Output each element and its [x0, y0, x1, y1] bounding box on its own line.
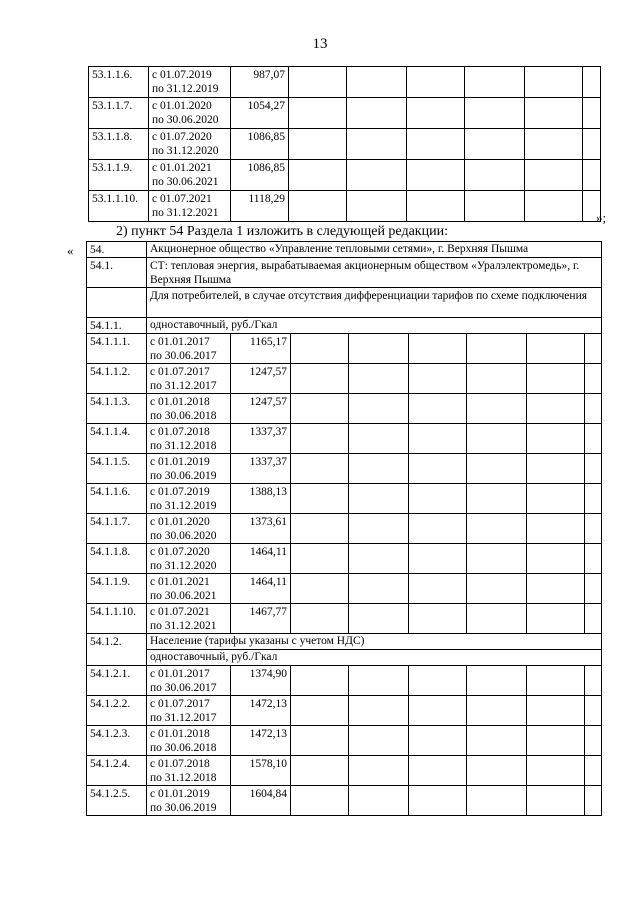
tariff-row — [87, 756, 602, 786]
empty-cell — [467, 574, 527, 604]
row-code: 54.1.1.2. — [87, 364, 147, 394]
empty-cell — [467, 334, 527, 364]
tariff-row — [87, 574, 602, 604]
tariff-row — [89, 129, 601, 160]
tariff-row — [87, 424, 602, 454]
period-start: с 01.07.2019 — [150, 486, 210, 498]
empty-cell — [465, 98, 525, 129]
empty-cell — [525, 67, 583, 98]
empty-cell — [409, 364, 467, 394]
row-text: СТ: тепловая энергия, вырабатываемая акционерным обществом «Уралэлектромедь», г. Верхняя Пышма — [147, 258, 602, 288]
row-code: 54.1.1. — [87, 318, 147, 334]
period-end: по 31.12.2019 — [152, 83, 219, 95]
row-code: 53.1.1.8. — [89, 129, 149, 160]
empty-cell — [409, 756, 467, 786]
empty-cell — [585, 484, 602, 514]
empty-cell — [527, 544, 585, 574]
empty-cell — [409, 514, 467, 544]
tariff-row — [87, 786, 602, 816]
tariff-value: 1472,13 — [231, 696, 291, 726]
empty-cell — [467, 364, 527, 394]
empty-cell — [467, 696, 527, 726]
tariff-table-continuation — [88, 66, 601, 222]
row-code: 54.1. — [87, 258, 147, 288]
period-cell — [147, 666, 231, 696]
empty-cell — [527, 786, 585, 816]
empty-cell — [291, 334, 349, 364]
row-code: 53.1.1.10. — [89, 191, 149, 222]
tariff-row — [87, 454, 602, 484]
period-start: с 01.07.2017 — [150, 698, 210, 710]
period-end: по 30.06.2019 — [150, 802, 217, 814]
period-start: с 01.01.2018 — [150, 728, 210, 740]
row-code: 54.1.2.2. — [87, 696, 147, 726]
closing-quote: »; — [596, 210, 607, 225]
page-number: 13 — [312, 36, 328, 52]
period-cell — [149, 191, 231, 222]
empty-cell — [291, 574, 349, 604]
period-end: по 31.12.2020 — [150, 560, 217, 572]
period-end: по 30.06.2018 — [150, 742, 217, 754]
tariff-value: 1118,29 — [231, 191, 289, 222]
empty-cell — [583, 160, 601, 191]
tariff-value: 1337,37 — [231, 454, 291, 484]
row-code: 54.1.2.1. — [87, 666, 147, 696]
empty-cell — [289, 129, 347, 160]
empty-cell — [585, 696, 602, 726]
period-cell — [147, 424, 231, 454]
empty-cell — [291, 726, 349, 756]
empty-cell — [409, 454, 467, 484]
row-54-1-2-sub — [87, 650, 602, 666]
empty-cell — [409, 544, 467, 574]
empty-cell — [527, 334, 585, 364]
empty-cell — [347, 191, 407, 222]
tariff-row — [87, 364, 602, 394]
tariff-value: 1373,61 — [231, 514, 291, 544]
empty-cell — [525, 129, 583, 160]
period-cell — [147, 394, 231, 424]
empty-cell — [347, 129, 407, 160]
empty-cell — [527, 364, 585, 394]
period-cell — [147, 786, 231, 816]
period-end: по 31.12.2021 — [152, 207, 219, 219]
row-code: 54.1.1.9. — [87, 574, 147, 604]
empty-cell — [585, 726, 602, 756]
period-start: с 01.01.2019 — [150, 788, 210, 800]
empty-cell — [583, 98, 601, 129]
row-code: 53.1.1.7. — [89, 98, 149, 129]
empty-cell — [349, 454, 409, 484]
empty-cell — [347, 160, 407, 191]
period-end: по 30.06.2017 — [150, 682, 217, 694]
empty-cell — [349, 726, 409, 756]
amendment-paragraph: 2) пункт 54 Раздела 1 изложить в следующей редакции: — [116, 224, 448, 239]
empty-cell — [465, 67, 525, 98]
tariff-value: 1247,57 — [231, 364, 291, 394]
empty-cell — [409, 604, 467, 634]
tariff-value: 1086,85 — [231, 160, 289, 191]
tariff-row — [87, 696, 602, 726]
row-code: 54.1.1.4. — [87, 424, 147, 454]
tariff-value: 1578,10 — [231, 756, 291, 786]
row-code: 54. — [87, 242, 147, 258]
tariff-row — [87, 666, 602, 696]
row-code: 54.1.2.4. — [87, 756, 147, 786]
empty-cell — [291, 394, 349, 424]
row-54-1-1 — [87, 318, 602, 334]
empty-cell — [349, 424, 409, 454]
empty-cell — [291, 666, 349, 696]
tariff-value: 1388,13 — [231, 484, 291, 514]
empty-cell — [585, 454, 602, 484]
row-54 — [87, 242, 602, 258]
period-cell — [147, 544, 231, 574]
empty-cell — [467, 424, 527, 454]
empty-cell — [585, 574, 602, 604]
row-code: 54.1.1.7. — [87, 514, 147, 544]
tariff-row — [89, 191, 601, 222]
empty-cell — [347, 67, 407, 98]
tariff-row — [87, 604, 602, 634]
period-cell — [147, 726, 231, 756]
period-cell — [149, 98, 231, 129]
empty-cell — [525, 191, 583, 222]
tariff-value: 1337,37 — [231, 424, 291, 454]
period-end: по 31.12.2018 — [150, 772, 217, 784]
period-end: по 30.06.2017 — [150, 350, 217, 362]
empty-cell — [585, 514, 602, 544]
empty-cell — [349, 574, 409, 604]
period-end: по 30.06.2020 — [150, 530, 217, 542]
period-start: с 01.01.2021 — [152, 162, 212, 174]
empty-cell — [407, 67, 465, 98]
period-cell — [147, 696, 231, 726]
empty-cell — [349, 334, 409, 364]
empty-cell — [289, 160, 347, 191]
empty-cell — [291, 514, 349, 544]
empty-cell — [409, 484, 467, 514]
period-end: по 31.12.2019 — [150, 500, 217, 512]
period-start: с 01.07.2017 — [150, 366, 210, 378]
empty-cell — [349, 364, 409, 394]
period-cell — [149, 67, 231, 98]
empty-cell — [291, 424, 349, 454]
opening-quote: « — [67, 243, 74, 258]
empty-cell — [409, 666, 467, 696]
empty-cell — [465, 191, 525, 222]
empty-cell — [291, 756, 349, 786]
period-cell — [147, 454, 231, 484]
row-text: одноставочный, руб./Гкал — [147, 650, 602, 666]
period-cell — [147, 484, 231, 514]
empty-cell — [407, 160, 465, 191]
period-start: с 01.07.2021 — [152, 193, 212, 205]
tariff-row — [89, 160, 601, 191]
tariff-value: 1464,11 — [231, 544, 291, 574]
empty-cell — [527, 696, 585, 726]
empty-cell — [349, 544, 409, 574]
empty-cell — [347, 98, 407, 129]
empty-cell — [409, 574, 467, 604]
empty-cell — [349, 514, 409, 544]
tariff-row — [87, 514, 602, 544]
period-end: по 31.12.2021 — [150, 620, 217, 632]
empty-cell — [527, 756, 585, 786]
empty-cell — [465, 129, 525, 160]
empty-cell — [583, 129, 601, 160]
period-start: с 01.07.2021 — [150, 606, 210, 618]
period-end: по 30.06.2018 — [150, 410, 217, 422]
empty-cell — [467, 514, 527, 544]
empty-cell — [409, 786, 467, 816]
period-start: с 01.07.2018 — [150, 426, 210, 438]
empty-cell — [527, 484, 585, 514]
empty-cell — [349, 484, 409, 514]
empty-cell — [585, 334, 602, 364]
tariff-value: 1604,84 — [231, 786, 291, 816]
empty-cell — [585, 786, 602, 816]
empty-cell — [527, 726, 585, 756]
period-start: с 01.07.2018 — [150, 758, 210, 770]
empty-cell — [349, 666, 409, 696]
period-end: по 31.12.2017 — [150, 712, 217, 724]
row-code: 53.1.1.6. — [89, 67, 149, 98]
tariff-value: 1464,11 — [231, 574, 291, 604]
period-start: с 01.01.2017 — [150, 668, 210, 680]
tariff-row — [89, 67, 601, 98]
empty-cell — [87, 288, 147, 318]
empty-cell — [467, 544, 527, 574]
period-start: с 01.01.2019 — [150, 456, 210, 468]
period-cell — [149, 160, 231, 191]
tariff-row — [87, 334, 602, 364]
empty-cell — [467, 726, 527, 756]
row-code: 54.1.1.3. — [87, 394, 147, 424]
row-code: 54.1.2.3. — [87, 726, 147, 756]
empty-cell — [407, 129, 465, 160]
period-start: с 01.01.2017 — [150, 336, 210, 348]
row-54-1 — [87, 258, 602, 288]
empty-cell — [527, 394, 585, 424]
empty-cell — [527, 454, 585, 484]
empty-cell — [525, 160, 583, 191]
tariff-row — [87, 484, 602, 514]
empty-cell — [527, 604, 585, 634]
empty-cell — [527, 424, 585, 454]
row-text: Для потребителей, в случае отсутствия дифференциации тарифов по схеме подключения — [147, 288, 602, 318]
period-cell — [147, 604, 231, 634]
row-code: 54.1.2.5. — [87, 786, 147, 816]
period-end: по 30.06.2019 — [150, 470, 217, 482]
empty-cell — [465, 160, 525, 191]
row-code: 54.1.1.10. — [87, 604, 147, 634]
row-code: 54.1.2. — [87, 634, 147, 666]
period-start: с 01.07.2020 — [150, 546, 210, 558]
empty-cell — [289, 67, 347, 98]
empty-cell — [585, 604, 602, 634]
row-text: Акционерное общество «Управление тепловыми сетями», г. Верхняя Пышма — [147, 242, 602, 258]
empty-cell — [291, 604, 349, 634]
period-start: с 01.01.2018 — [150, 396, 210, 408]
period-cell — [147, 756, 231, 786]
period-start: с 01.01.2020 — [150, 516, 210, 528]
empty-cell — [585, 394, 602, 424]
period-start: с 01.07.2019 — [152, 69, 212, 81]
empty-cell — [291, 454, 349, 484]
empty-cell — [349, 696, 409, 726]
row-54-1-2 — [87, 634, 602, 650]
empty-cell — [585, 756, 602, 786]
tariff-value: 1054,27 — [231, 98, 289, 129]
empty-cell — [349, 786, 409, 816]
empty-cell — [291, 786, 349, 816]
empty-cell — [409, 424, 467, 454]
empty-cell — [291, 544, 349, 574]
row-code: 54.1.1.8. — [87, 544, 147, 574]
period-end: по 31.12.2020 — [152, 145, 219, 157]
empty-cell — [467, 786, 527, 816]
empty-cell — [291, 696, 349, 726]
empty-cell — [409, 334, 467, 364]
empty-cell — [291, 364, 349, 394]
empty-cell — [409, 726, 467, 756]
period-cell — [147, 364, 231, 394]
empty-cell — [527, 574, 585, 604]
tariff-row — [89, 98, 601, 129]
empty-cell — [291, 484, 349, 514]
empty-cell — [585, 544, 602, 574]
empty-cell — [583, 67, 601, 98]
empty-cell — [527, 666, 585, 696]
row-code: 54.1.1.5. — [87, 454, 147, 484]
tariff-value: 1247,57 — [231, 394, 291, 424]
empty-cell — [409, 696, 467, 726]
empty-cell — [407, 98, 465, 129]
empty-cell — [289, 98, 347, 129]
period-end: по 30.06.2020 — [152, 114, 219, 126]
empty-cell — [467, 666, 527, 696]
tariff-value: 1165,17 — [231, 334, 291, 364]
period-start: с 01.01.2021 — [150, 576, 210, 588]
period-end: по 30.06.2021 — [150, 590, 217, 602]
empty-cell — [585, 424, 602, 454]
empty-cell — [289, 191, 347, 222]
tariff-value: 1467,77 — [231, 604, 291, 634]
empty-cell — [409, 394, 467, 424]
row-text: одноставочный, руб./Гкал — [147, 318, 602, 334]
empty-cell — [527, 514, 585, 544]
tariff-table-item-54 — [86, 241, 602, 816]
empty-cell — [407, 191, 465, 222]
tariff-row — [87, 544, 602, 574]
period-end: по 31.12.2017 — [150, 380, 217, 392]
period-cell — [149, 129, 231, 160]
tariff-value: 1472,13 — [231, 726, 291, 756]
empty-cell — [349, 604, 409, 634]
row-code: 54.1.1.1. — [87, 334, 147, 364]
tariff-value: 987,07 — [231, 67, 289, 98]
period-start: с 01.01.2020 — [152, 100, 212, 112]
empty-cell — [585, 364, 602, 394]
row-54-1-sub — [87, 288, 602, 318]
tariff-row — [87, 726, 602, 756]
empty-cell — [467, 604, 527, 634]
empty-cell — [585, 666, 602, 696]
empty-cell — [349, 394, 409, 424]
empty-cell — [349, 756, 409, 786]
row-code: 54.1.1.6. — [87, 484, 147, 514]
row-text: Население (тарифы указаны с учетом НДС) — [147, 634, 602, 650]
period-end: по 31.12.2018 — [150, 440, 217, 452]
period-cell — [147, 334, 231, 364]
empty-cell — [467, 756, 527, 786]
period-cell — [147, 514, 231, 544]
tariff-row — [87, 394, 602, 424]
period-cell — [147, 574, 231, 604]
period-start: с 01.07.2020 — [152, 131, 212, 143]
period-end: по 30.06.2021 — [152, 176, 219, 188]
empty-cell — [525, 98, 583, 129]
empty-cell — [467, 394, 527, 424]
row-code: 53.1.1.9. — [89, 160, 149, 191]
tariff-value: 1374,90 — [231, 666, 291, 696]
empty-cell — [467, 484, 527, 514]
tariff-value: 1086,85 — [231, 129, 289, 160]
empty-cell — [467, 454, 527, 484]
